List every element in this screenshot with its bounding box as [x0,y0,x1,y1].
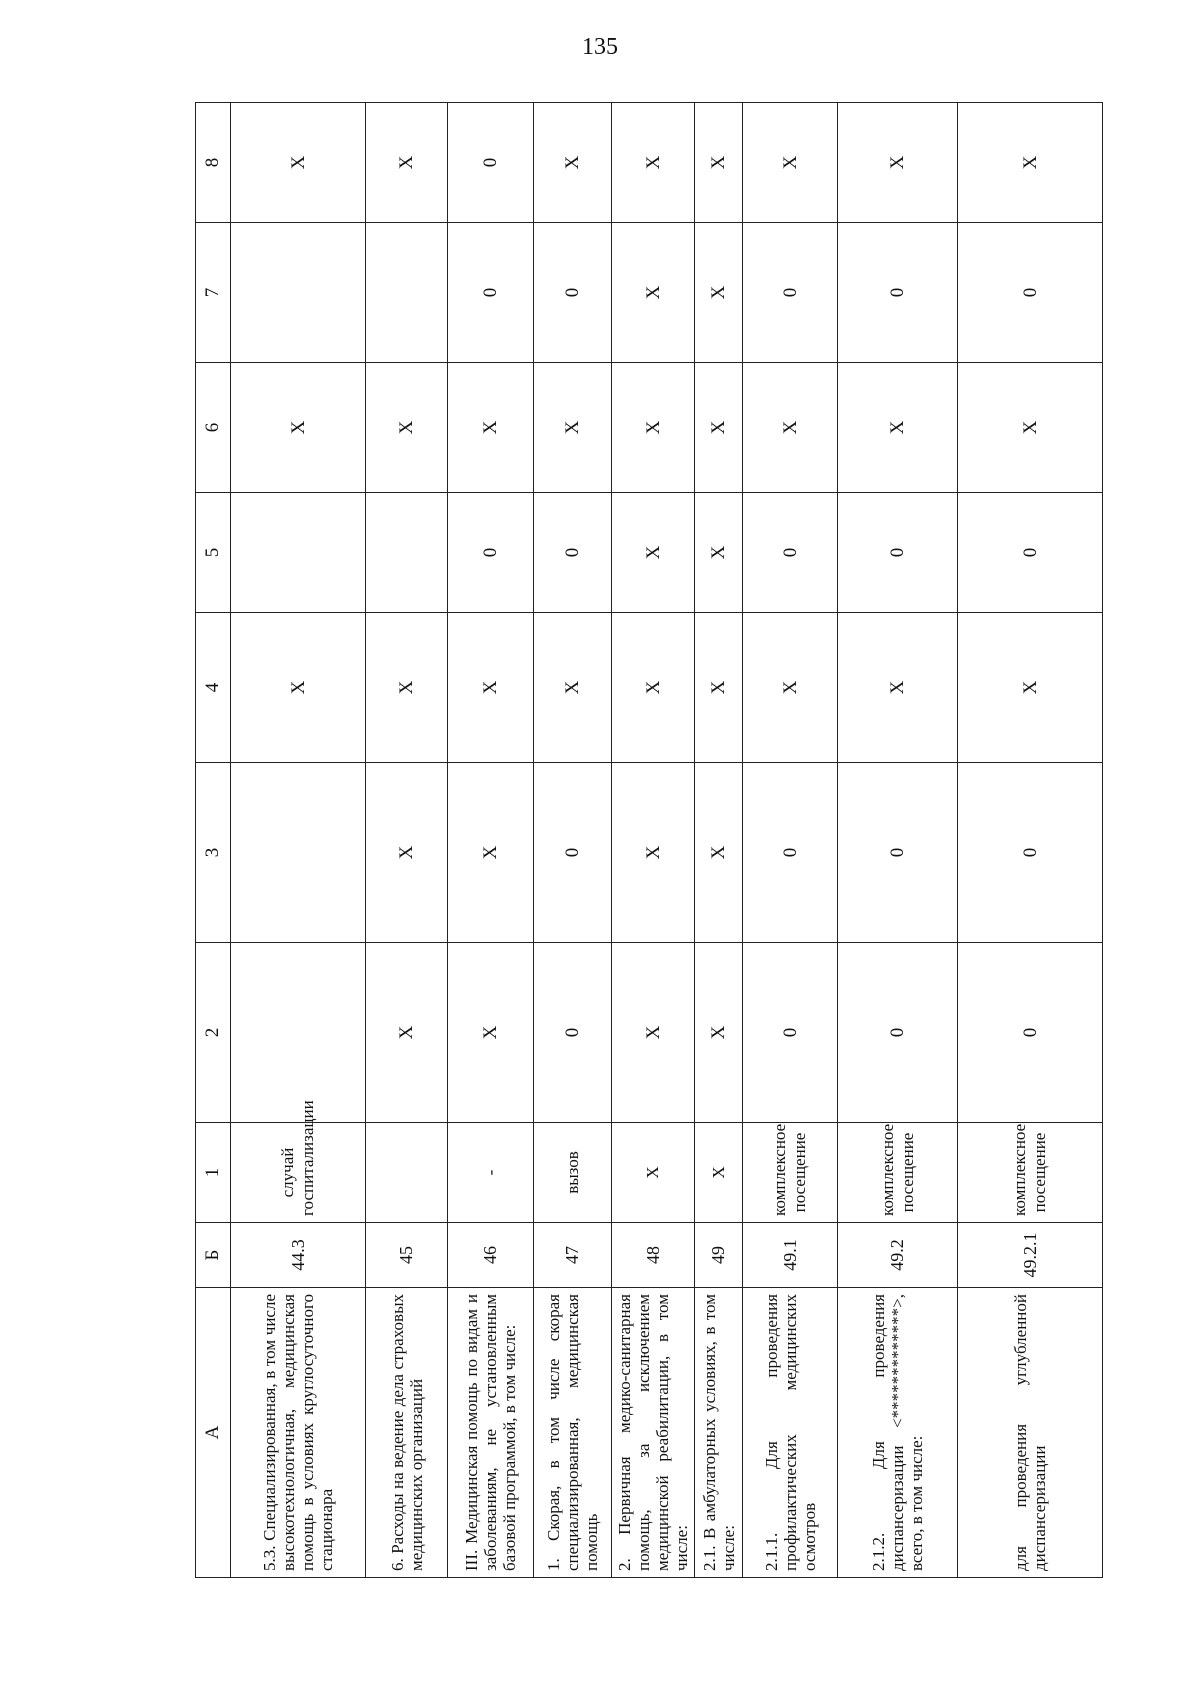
row-unit: X [695,1123,743,1223]
cell-col-6: X [958,363,1103,493]
cell-col-6: X [612,363,695,493]
table-row [695,103,743,1578]
cell-col-4: X [231,613,366,763]
row-unit: вызов [534,1123,612,1223]
col-header-8: 8 [196,103,231,223]
row-description: для проведения углубленной диспансеризации [958,1288,1103,1578]
cell-col-4: X [448,613,534,763]
row-code: 49.1 [743,1223,838,1288]
table-row [743,103,838,1578]
cell-col-2 [231,943,366,1123]
row-unit [366,1123,448,1223]
row-description: 2.1.1. Для проведения профилактических медицинских осмотров [743,1288,838,1578]
row-code: 49.2 [838,1223,958,1288]
cell-col-2: X [612,943,695,1123]
cell-col-2: 0 [958,943,1103,1123]
row-description: 2.1.2. Для проведения диспансеризации <*************>, всего, в том числе: [838,1288,958,1578]
cell-col-7 [231,223,366,363]
cell-col-6: X [838,363,958,493]
cell-col-8: X [366,103,448,223]
cell-col-7: 0 [448,223,534,363]
cell-col-2: 0 [534,943,612,1123]
cell-col-8: X [612,103,695,223]
row-description: 6. Расходы на ведение дела страховых медицинских организаций [366,1288,448,1578]
header-row [196,103,231,1578]
col-header-b: Б [196,1223,231,1288]
cell-col-4: X [743,613,838,763]
cell-col-6: X [534,363,612,493]
rotated-table-container [195,103,1100,1578]
row-code: 49 [695,1223,743,1288]
cell-col-7: 0 [838,223,958,363]
row-unit: - [448,1123,534,1223]
cell-col-6: X [366,363,448,493]
cell-col-3: X [612,763,695,943]
cell-col-5: X [612,493,695,613]
table-row [231,103,366,1578]
row-code: 47 [534,1223,612,1288]
table-row [838,103,958,1578]
cell-col-8: X [695,103,743,223]
cell-col-5: X [695,493,743,613]
row-unit: комплексное посещение [958,1123,1103,1223]
row-description: 1. Скорая, в том числе скорая специализированная, медицинская помощь [534,1288,612,1578]
row-unit: X [612,1123,695,1223]
table-row [958,103,1103,1578]
cell-col-7: 0 [958,223,1103,363]
data-table [195,102,1103,1578]
row-code: 44.3 [231,1223,366,1288]
cell-col-3: 0 [534,763,612,943]
table-row [534,103,612,1578]
cell-col-4: X [534,613,612,763]
table-row [612,103,695,1578]
cell-col-6: X [743,363,838,493]
row-unit: случай госпитализации [231,1123,366,1223]
cell-col-8: X [838,103,958,223]
cell-col-2: 0 [838,943,958,1123]
cell-col-4: X [838,613,958,763]
cell-col-4: X [612,613,695,763]
col-header-7: 7 [196,223,231,363]
cell-col-2: X [366,943,448,1123]
cell-col-5: 0 [743,493,838,613]
col-header-6: 6 [196,363,231,493]
cell-col-6: X [695,363,743,493]
cell-col-8: 0 [448,103,534,223]
cell-col-6: X [231,363,366,493]
cell-col-5: 0 [958,493,1103,613]
table-row [448,103,534,1578]
cell-col-6: X [448,363,534,493]
cell-col-8: X [534,103,612,223]
row-description: 5.3. Специализированная, в том числе высокотехнологичная, медицинская помощь в условиях круглосуточного стационара [231,1288,366,1578]
col-header-a: А [196,1288,231,1578]
row-description: 2. Первичная медико-санитарная помощь, за исключением медицинской реабилитации, в том числе: [612,1288,695,1578]
cell-col-7: X [695,223,743,363]
table-row [366,103,448,1578]
cell-col-5 [366,493,448,613]
cell-col-5 [231,493,366,613]
row-description: III. Медицинская помощь по видам и заболеваниям, не установленным базовой программой, в том числе: [448,1288,534,1578]
cell-col-5: 0 [448,493,534,613]
cell-col-8: X [743,103,838,223]
row-description: 2.1. В амбулаторных условиях, в том числе: [695,1288,743,1578]
cell-col-4: X [958,613,1103,763]
cell-col-3: 0 [838,763,958,943]
cell-col-3: 0 [743,763,838,943]
row-code: 45 [366,1223,448,1288]
cell-col-7 [366,223,448,363]
cell-col-3: X [366,763,448,943]
col-header-3: 3 [196,763,231,943]
cell-col-3 [231,763,366,943]
row-code: 46 [448,1223,534,1288]
col-header-2: 2 [196,943,231,1123]
cell-col-2: X [695,943,743,1123]
cell-col-8: X [231,103,366,223]
row-unit: комплексное посещение [743,1123,838,1223]
cell-col-4: X [695,613,743,763]
cell-col-4: X [366,613,448,763]
page-number: 135 [582,34,618,60]
cell-col-8: X [958,103,1103,223]
cell-col-7: 0 [534,223,612,363]
cell-col-3: X [695,763,743,943]
col-header-1: 1 [196,1123,231,1223]
cell-col-2: X [448,943,534,1123]
row-code: 48 [612,1223,695,1288]
row-code: 49.2.1 [958,1223,1103,1288]
row-unit: комплексное посещение [838,1123,958,1223]
col-header-5: 5 [196,493,231,613]
cell-col-7: 0 [743,223,838,363]
cell-col-2: 0 [743,943,838,1123]
cell-col-3: 0 [958,763,1103,943]
cell-col-7: X [612,223,695,363]
cell-col-5: 0 [534,493,612,613]
cell-col-3: X [448,763,534,943]
cell-col-5: 0 [838,493,958,613]
col-header-4: 4 [196,613,231,763]
